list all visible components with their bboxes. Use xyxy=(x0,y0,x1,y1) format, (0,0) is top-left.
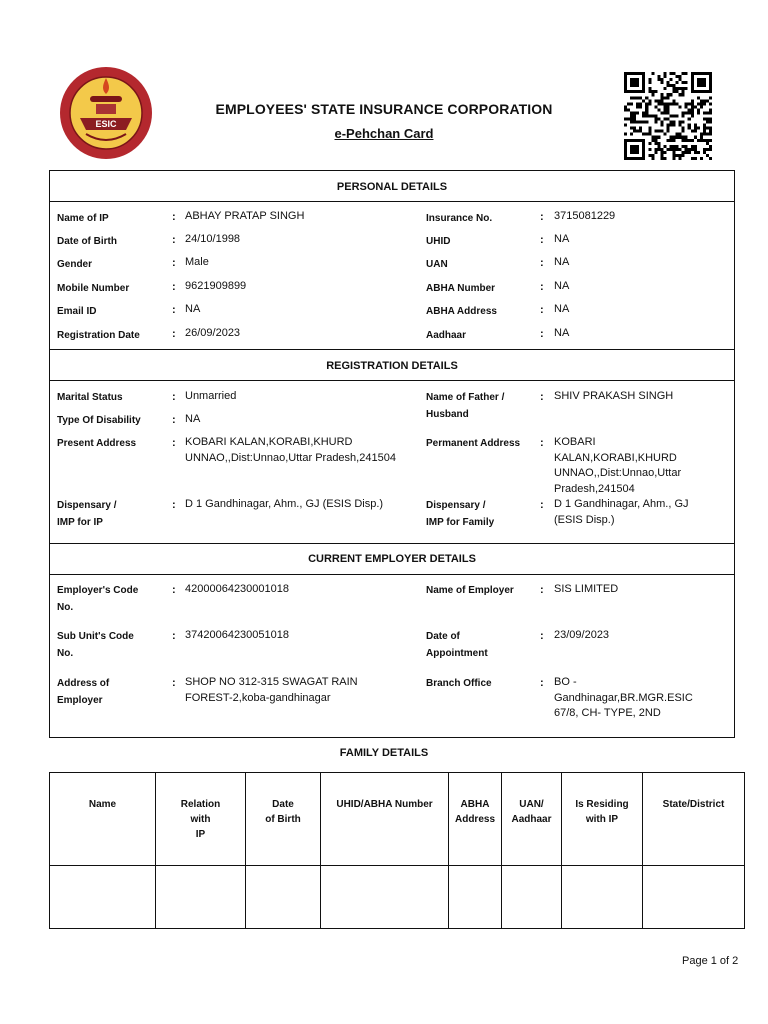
personal-field-label: ABHA Number xyxy=(426,283,496,294)
personal-field-value: 24/10/1998 xyxy=(185,233,241,245)
divider xyxy=(50,574,734,575)
colon: : xyxy=(172,281,176,293)
colon: : xyxy=(540,257,544,269)
personal-field-value: ABHAY PRATAP SINGH xyxy=(185,210,305,222)
divider xyxy=(50,380,734,381)
details-box xyxy=(49,170,735,738)
branch-office-label: Branch Office xyxy=(426,678,492,689)
employer-code-label: Employer's Code No. xyxy=(57,585,139,613)
personal-field-label: ABHA Address xyxy=(426,306,497,317)
colon: : xyxy=(172,211,176,223)
sub-unit-code-label: Sub Unit's Code No. xyxy=(57,631,134,659)
personal-field-label: UHID xyxy=(426,236,451,247)
personal-field-label: Date of Birth xyxy=(57,236,117,247)
colon: : xyxy=(172,304,176,316)
family-empty-cell xyxy=(156,866,246,929)
dispensary-ip-value: D 1 Gandhinagar, Ahm., GJ (ESIS Disp.) xyxy=(185,498,384,510)
family-column-header: Relation with IP xyxy=(156,773,246,866)
family-details-heading: FAMILY DETAILS xyxy=(339,747,429,759)
personal-field-label: UAN xyxy=(426,259,448,270)
family-empty-cell xyxy=(449,866,502,929)
personal-field-label: Mobile Number xyxy=(57,283,130,294)
colon: : xyxy=(172,584,176,596)
colon: : xyxy=(172,677,176,689)
colon: : xyxy=(540,584,544,596)
divider xyxy=(50,543,734,544)
family-empty-cell xyxy=(643,866,745,929)
permanent-address-label: Permanent Address xyxy=(426,438,521,449)
present-address-value: KOBARI KALAN,KORABI,KHURD UNNAO,,Dist:Unnao,Uttar Pradesh,241504 xyxy=(185,436,396,464)
personal-field-value: NA xyxy=(554,280,570,292)
personal-field-value: NA xyxy=(185,303,201,315)
employer-address-value: SHOP NO 312-315 SWAGAT RAIN FOREST-2,koba-gandhinagar xyxy=(185,676,358,704)
personal-field-value: 3715081229 xyxy=(554,210,616,222)
colon: : xyxy=(172,391,176,403)
colon: : xyxy=(172,328,176,340)
present-address-label: Present Address xyxy=(57,438,137,449)
dispensary-family-value: D 1 Gandhinagar, Ahm., GJ (ESIS Disp.) xyxy=(554,498,689,526)
family-details-table xyxy=(49,772,745,929)
colon: : xyxy=(172,234,176,246)
personal-field-label: Aadhaar xyxy=(426,330,467,341)
sub-unit-code-value: 37420064230051018 xyxy=(185,629,290,641)
colon: : xyxy=(540,391,544,403)
page-number: Page 1 of 2 xyxy=(682,955,739,967)
family-column-header: ABHA Address xyxy=(449,773,502,866)
father-name-value: SHIV PRAKASH SINGH xyxy=(554,390,674,402)
employer-details-heading: CURRENT EMPLOYER DETAILS xyxy=(308,553,476,565)
registration-details-heading: REGISTRATION DETAILS xyxy=(326,360,458,372)
appointment-date-value: 23/09/2023 xyxy=(554,629,610,641)
personal-field-label: Name of IP xyxy=(57,213,109,224)
personal-field-value: 9621909899 xyxy=(185,280,247,292)
marital-status-label: Marital Status xyxy=(57,392,123,403)
colon: : xyxy=(540,234,544,246)
personal-field-value: NA xyxy=(554,233,570,245)
divider xyxy=(50,201,734,202)
family-empty-cell xyxy=(321,866,449,929)
permanent-address-value: KOBARI KALAN,KORABI,KHURD UNNAO,,Dist:Unnao,Uttar Pradesh,241504 xyxy=(554,436,682,495)
employer-code-value: 42000064230001018 xyxy=(185,583,290,595)
colon: : xyxy=(172,257,176,269)
personal-field-value: Male xyxy=(185,256,209,268)
colon: : xyxy=(172,414,176,426)
employer-address-label: Address of Employer xyxy=(57,678,110,706)
marital-status-value: Unmarried xyxy=(185,390,237,402)
personal-field-label: Registration Date xyxy=(57,330,140,341)
father-name-label: Name of Father / Husband xyxy=(426,392,505,420)
personal-details-heading: PERSONAL DETAILS xyxy=(336,181,448,193)
disability-label: Type Of Disability xyxy=(57,415,141,426)
colon: : xyxy=(540,281,544,293)
dispensary-ip-label: Dispensary / IMP for IP xyxy=(57,500,117,528)
colon: : xyxy=(540,211,544,223)
colon: : xyxy=(172,630,176,642)
colon: : xyxy=(540,677,544,689)
disability-value: NA xyxy=(185,413,201,425)
colon: : xyxy=(540,499,544,511)
employer-name-value: SIS LIMITED xyxy=(554,583,619,595)
personal-field-value: NA xyxy=(554,256,570,268)
family-column-header: Date of Birth xyxy=(246,773,321,866)
family-empty-cell xyxy=(502,866,562,929)
personal-field-value: NA xyxy=(554,327,570,339)
personal-field-label: Insurance No. xyxy=(426,213,493,224)
family-empty-cell xyxy=(562,866,643,929)
branch-office-value: BO - Gandhinagar,BR.MGR.ESIC 67/8, CH- TYPE, 2ND xyxy=(554,676,693,719)
colon: : xyxy=(172,499,176,511)
colon: : xyxy=(540,437,544,449)
family-empty-cell xyxy=(246,866,321,929)
family-column-header: Name xyxy=(50,773,156,866)
colon: : xyxy=(540,328,544,340)
family-column-header: State/District xyxy=(643,773,745,866)
family-empty-cell xyxy=(50,866,156,929)
employer-name-label: Name of Employer xyxy=(426,585,514,596)
colon: : xyxy=(540,304,544,316)
qr-code-icon xyxy=(624,72,712,160)
card-title: e-Pehchan Card xyxy=(334,126,434,141)
dispensary-family-label: Dispensary / IMP for Family xyxy=(426,500,495,528)
organization-title: EMPLOYEES' STATE INSURANCE CORPORATION xyxy=(215,101,553,117)
colon: : xyxy=(540,630,544,642)
personal-field-value: NA xyxy=(554,303,570,315)
family-column-header: UAN/ Aadhaar xyxy=(502,773,562,866)
personal-field-value: 26/09/2023 xyxy=(185,327,241,339)
family-column-header: Is Residing with IP xyxy=(562,773,643,866)
appointment-date-label: Date of Appointment xyxy=(426,631,488,659)
divider xyxy=(50,349,734,350)
personal-field-label: Email ID xyxy=(57,306,97,317)
colon: : xyxy=(172,437,176,449)
family-column-header: UHID/ABHA Number xyxy=(321,773,449,866)
personal-field-label: Gender xyxy=(57,259,93,270)
svg-text:ESIC: ESIC xyxy=(95,119,117,129)
